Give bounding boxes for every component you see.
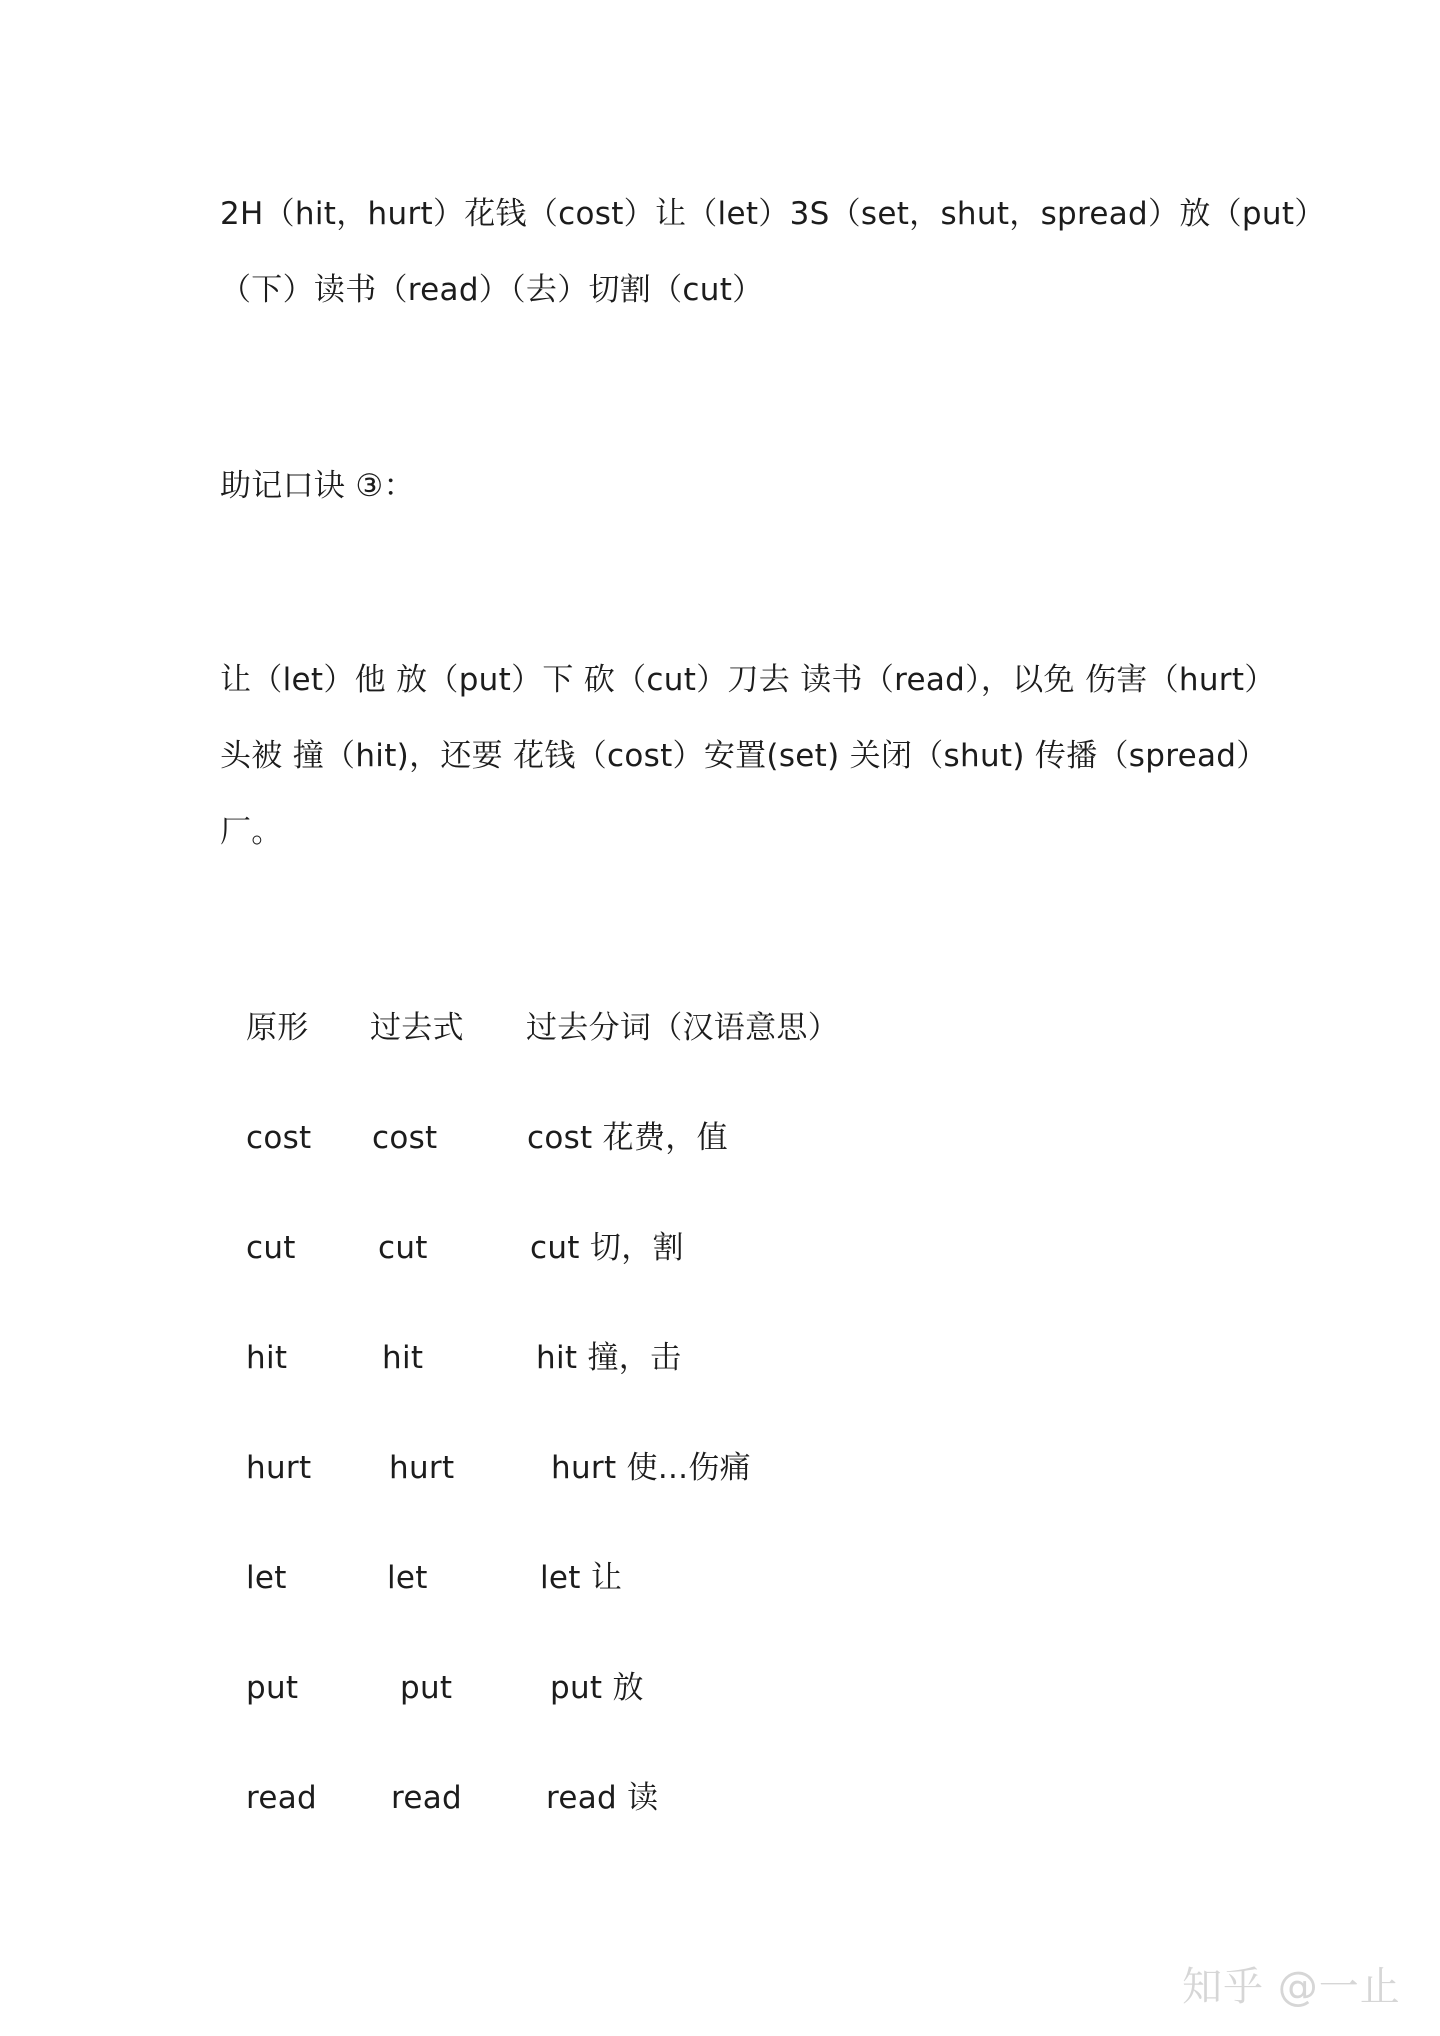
paragraph1-line2: （下）读书（read）（去）切割（cut） bbox=[220, 272, 764, 308]
table-cell-base: let bbox=[246, 1560, 287, 1596]
table-cell-past: let bbox=[387, 1560, 428, 1596]
table-cell-participle: cost 花费，值 bbox=[527, 1120, 728, 1156]
table-cell-past: put bbox=[400, 1670, 453, 1706]
paragraph1-line1: 2H（hit，hurt）花钱（cost）让（let）3S（set，shut，spread）放（put） bbox=[220, 196, 1326, 232]
table-cell-participle: put 放 bbox=[550, 1670, 644, 1706]
table-cell-participle: hit 撞，击 bbox=[536, 1340, 682, 1376]
table-cell-past: hit bbox=[382, 1340, 424, 1376]
table-cell-past: cost bbox=[372, 1120, 438, 1156]
table-cell-base: put bbox=[246, 1670, 299, 1706]
table-cell-base: cut bbox=[246, 1230, 296, 1266]
table-cell-base: read bbox=[246, 1780, 318, 1816]
mnemonic-heading: 助记口诀 ③： bbox=[220, 468, 415, 504]
table-cell-past: cut bbox=[378, 1230, 428, 1266]
table-header-past-tense: 过去式 bbox=[370, 1010, 464, 1046]
table-cell-participle: read 读 bbox=[546, 1780, 659, 1816]
table-cell-past: read bbox=[391, 1780, 463, 1816]
table-cell-base: hit bbox=[246, 1340, 288, 1376]
table-header-base-form: 原形 bbox=[246, 1010, 309, 1046]
table-cell-past: hurt bbox=[389, 1450, 455, 1486]
table-cell-base: hurt bbox=[246, 1450, 312, 1486]
zhihu-watermark: 知乎 @一止 bbox=[1182, 1964, 1401, 2010]
table-header-past-participle: 过去分词（汉语意思） bbox=[526, 1010, 839, 1046]
table-cell-base: cost bbox=[246, 1120, 312, 1156]
table-cell-participle: let 让 bbox=[540, 1560, 623, 1596]
table-cell-participle: hurt 使...伤痛 bbox=[551, 1450, 751, 1486]
table-cell-participle: cut 切，割 bbox=[530, 1230, 684, 1266]
paragraph2-line1: 让（let）他 放（put）下 砍（cut）刀去 读书（read），以免 伤害（hurt） bbox=[220, 662, 1276, 698]
paragraph2-line3: 厂。 bbox=[220, 814, 283, 850]
paragraph2-line2: 头被 撞（hit)，还要 花钱（cost）安置(set) 关闭（shut) 传播（spread） bbox=[220, 738, 1268, 774]
